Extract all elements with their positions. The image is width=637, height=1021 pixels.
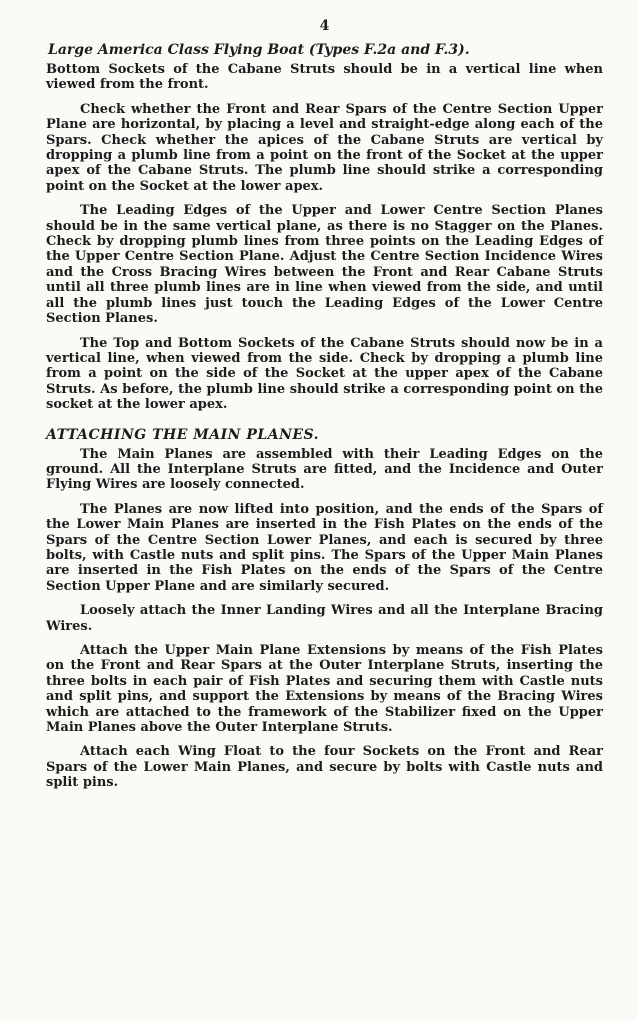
paragraph: The Planes are now lifted into position, and the ends of the Spars of the Lower Main Planes are inserted in the Fish Plates on the ends of the Spars of the Centre Section Lower Planes, and each is secured by three bolts, with Castle nuts and split pins. The Spars of the Upper Main Planes are inserted in the Fish Plates on the ends of the Spars of the Centre Section Upper Plane and are similarly secured. <box>46 501 603 594</box>
running-head: Large America Class Flying Boat (Types F.2a and F.3). <box>48 42 470 58</box>
paragraph: Bottom Sockets of the Cabane Struts should be in a vertical line when viewed from the front. <box>46 62 603 93</box>
section-heading: ATTACHING THE MAIN PLANES. <box>46 426 320 443</box>
paragraph: Check whether the Front and Rear Spars of the Centre Section Upper Plane are horizontal, by placing a level and straight-edge along each of the Spars. Check whether the apices of the Cabane Struts are vertical by dropping a plumb line from a point on the front of the Socket at the upper apex of the Cabane Struts. The plumb line should strike a corresponding point on the Socket at the lower apex. <box>46 101 603 194</box>
paragraph: Attach each Wing Float to the four Sockets on the Front and Rear Spars of the Lower Main Planes, and secure by bolts with Castle nuts and split pins. <box>46 744 603 791</box>
page-number: 4 <box>319 18 330 34</box>
paragraph: Attach the Upper Main Plane Extensions by means of the Fish Plates on the Front and Rear Spars at the Outer Interplane Struts, inserting the three bolts in each pair of Fish Plates and securing them with Castle nuts and split pins, and support the Extensions by means of the Bracing Wires which are attached to the framework of the Stabilizer fixed on the Upper Main Planes above the Outer Interplane Struts. <box>46 643 603 736</box>
paragraph: The Leading Edges of the Upper and Lower Centre Section Planes should be in the same vertical plane, as there is no Stagger on the Planes. Check by dropping plumb lines from three points on the Leading Edges of the Upper Centre Section Plane. Adjust the Centre Section Incidence Wires and the Cross Bracing Wires between the Front and Rear Cabane Struts until all three plumb lines are in line when viewed from the side, and until all the plumb lines just touch the Leading Edges of the Lower Centre Section Planes. <box>46 203 603 327</box>
paragraph: The Main Planes are assembled with their Leading Edges on the ground. All the Interplane Struts are fitted, and the Incidence and Outer Flying Wires are loosely connected. <box>46 446 603 493</box>
paragraph: Loosely attach the Inner Landing Wires and all the Interplane Bracing Wires. <box>46 603 603 634</box>
paragraph: The Top and Bottom Sockets of the Cabane Struts should now be in a vertical line, when viewed from the side. Check by dropping a plumb line from a point on the side of the Socket at the upper apex of the Cabane Struts. As before, the plumb line should strike a corresponding point on the socket at the lower apex. <box>46 335 603 413</box>
